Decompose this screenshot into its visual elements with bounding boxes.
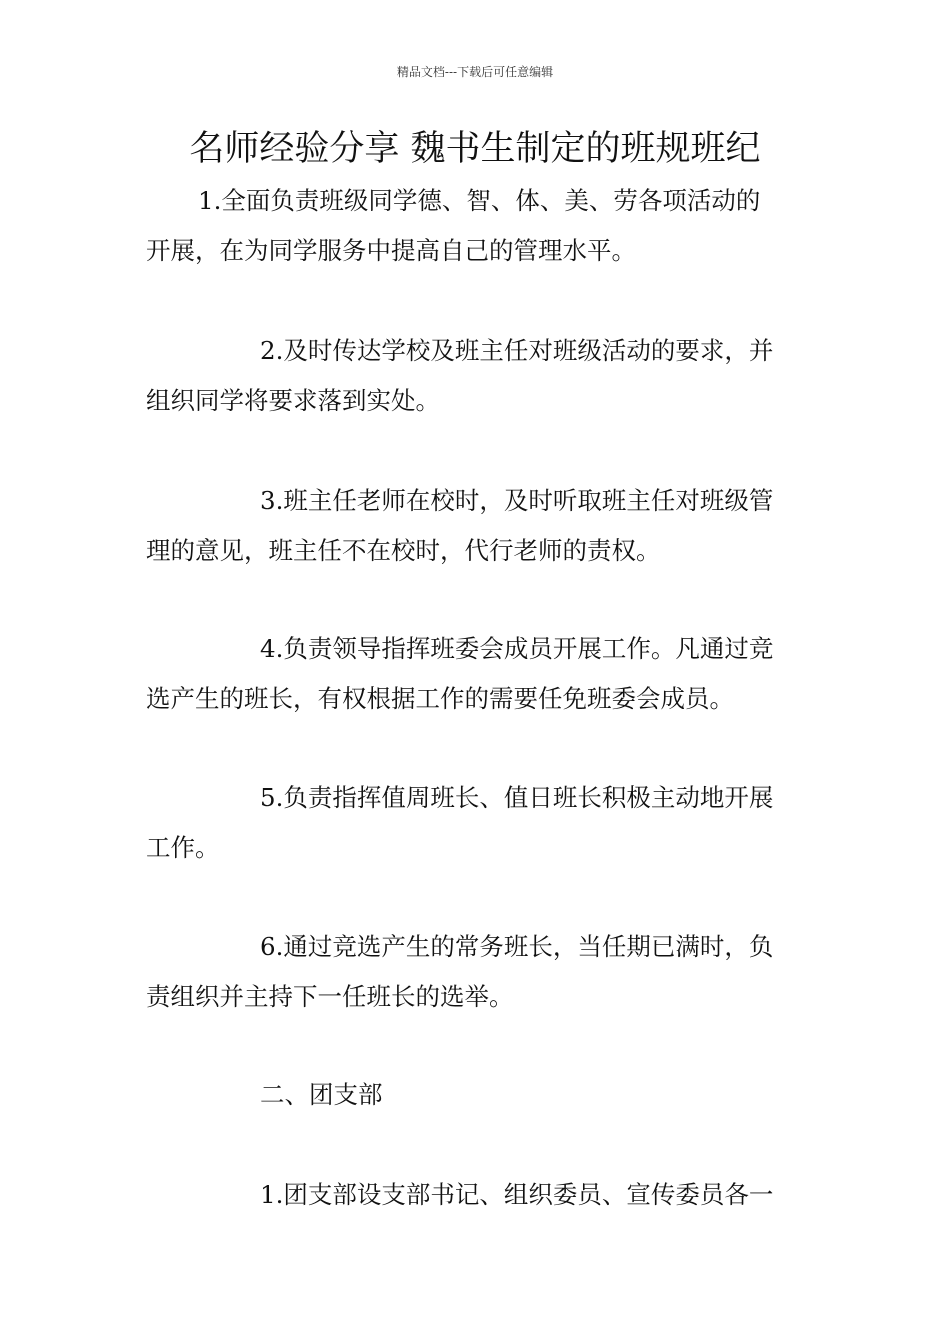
paragraph-line: 理的意见，班主任不在校时，代行老师的责权。 [146, 536, 661, 565]
paragraph-line: 2.及时传达学校及班主任对班级活动的要求，并 [260, 336, 774, 365]
section-heading [146, 1070, 806, 1120]
paragraph-line: 1.团支部设支部书记、组织委员、宣传委员各一 [260, 1180, 774, 1209]
paragraph-line: 3.班主任老师在校时，及时听取班主任对班级管 [260, 486, 774, 515]
paragraph-line: 开展，在为同学服务中提高自己的管理水平。 [146, 236, 636, 265]
paragraph-2 [146, 326, 806, 426]
paragraph-line: 6.通过竞选产生的常务班长，当任期已满时，负 [260, 932, 774, 961]
paragraph-line: 1.全面负责班级同学德、智、体、美、劳各项活动的 [198, 186, 761, 215]
paragraph-4 [146, 624, 806, 724]
paragraph-line: 5.负责指挥值周班长、值日班长积极主动地开展 [260, 783, 774, 812]
paragraph-line: 工作。 [146, 833, 220, 862]
paragraph-6 [146, 922, 806, 1022]
paragraph-1 [146, 176, 806, 276]
section-heading-text: 二、团支部 [260, 1080, 383, 1109]
paragraph-3 [146, 476, 806, 576]
paragraph-line: 选产生的班长，有权根据工作的需要任免班委会成员。 [146, 684, 734, 713]
paragraph-line: 责组织并主持下一任班长的选举。 [146, 982, 514, 1011]
paragraph-line: 组织同学将要求落到实处。 [146, 386, 440, 415]
paragraph-line: 4.负责领导指挥班委会成员开展工作。凡通过竞 [260, 634, 774, 663]
page-header-note: 精品文档---下载后可任意编辑 [396, 65, 554, 79]
document-title: 名师经验分享 魏书生制定的班规班纪 [189, 129, 761, 169]
paragraph-5 [146, 773, 806, 873]
paragraph-7 [146, 1170, 806, 1220]
